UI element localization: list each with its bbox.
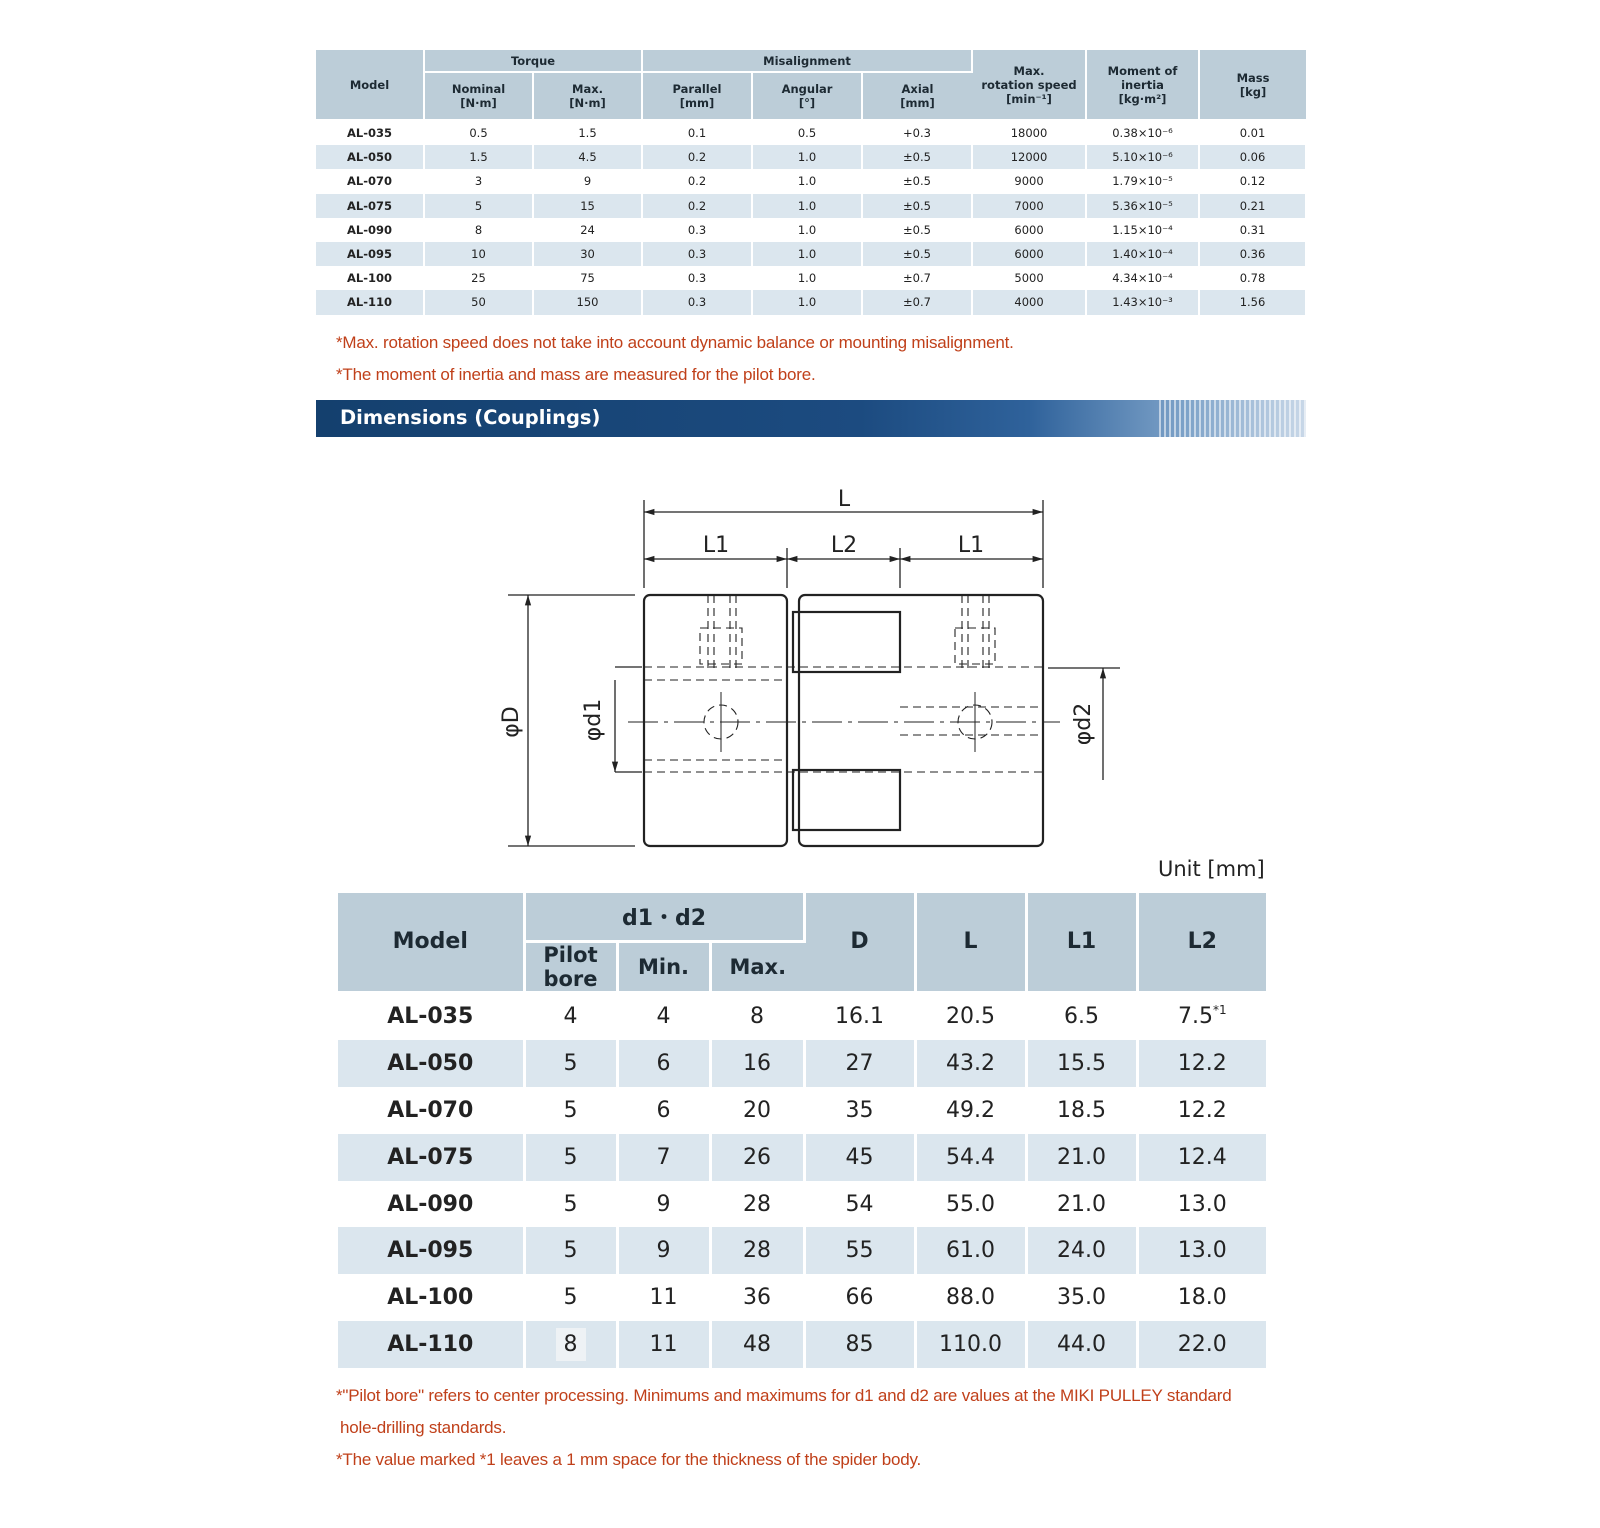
label-L1-left: L1 xyxy=(702,533,730,558)
spec-cell: 1.79×10⁻⁵ xyxy=(1086,169,1199,193)
header-parallel: Parallel [mm] xyxy=(642,72,752,120)
dims-row xyxy=(338,1181,1266,1228)
dims-cell: 22.0 xyxy=(1137,1321,1266,1368)
spec-cell: ±0.5 xyxy=(862,218,972,242)
spec-cell: 5 xyxy=(424,194,533,218)
dims-cell: 9 xyxy=(617,1227,710,1274)
dims-cell: 11 xyxy=(617,1274,710,1321)
dims-cell: 55 xyxy=(804,1227,915,1274)
dims-cell-value: 7.5 xyxy=(1177,1004,1213,1030)
spec-cell: 5000 xyxy=(972,266,1086,290)
spec-cell: 8 xyxy=(424,218,533,242)
dims-cell: 18.0 xyxy=(1177,1285,1227,1311)
spec-cell: 1.0 xyxy=(752,194,862,218)
spec-cell: 0.78 xyxy=(1199,266,1306,290)
footnote-mark: *1 xyxy=(1212,1003,1227,1018)
dims-cell: 35.0 xyxy=(1026,1274,1137,1321)
spec-row xyxy=(316,290,1306,314)
spec-cell: ±0.5 xyxy=(862,145,972,169)
dims-cell: 15.5 xyxy=(1026,1040,1137,1087)
spec-row xyxy=(316,242,1306,266)
spec-cell: 0.3 xyxy=(642,218,752,242)
banner-stripes xyxy=(1156,400,1306,437)
spec-cell: 3 xyxy=(424,169,533,193)
dims-row xyxy=(338,992,1266,1040)
spec-row xyxy=(316,120,1306,145)
spec-cell: 9 xyxy=(533,169,642,193)
spec-cell: 25 xyxy=(424,266,533,290)
dims-row xyxy=(338,1134,1266,1181)
spec-cell: 5.36×10⁻⁵ xyxy=(1086,194,1199,218)
label-d2: φd2 xyxy=(1071,702,1096,746)
left-hub xyxy=(644,595,787,846)
dims-cell: 5 xyxy=(524,1087,617,1134)
spec-row xyxy=(316,194,1306,218)
spec-cell: ±0.5 xyxy=(862,194,972,218)
header-inertia: Moment of inertia [kg·m²] xyxy=(1086,50,1199,120)
spec-cell: 12000 xyxy=(972,145,1086,169)
spec-cell-model: AL-095 xyxy=(316,242,424,266)
spec-cell: 0.06 xyxy=(1199,145,1306,169)
spec-cell: 50 xyxy=(424,290,533,314)
dimensions-table-body xyxy=(338,992,1266,1368)
spec-cell: 75 xyxy=(533,266,642,290)
note-pilot-bore-cont: hole-drilling standards. xyxy=(340,1418,507,1437)
dims-cell: 12.2 xyxy=(1137,1040,1266,1087)
header-angular: Angular [°] xyxy=(752,72,862,120)
right-hub xyxy=(799,595,1043,846)
dims-cell: 4 xyxy=(524,992,617,1040)
note-spider: *The value marked *1 leaves a 1 mm space for the thickness of the spider body. xyxy=(336,1450,922,1469)
spec-cell: 10 xyxy=(424,242,533,266)
dims-header-d1d2: d1・d2 xyxy=(524,893,804,941)
spec-cell: 0.1 xyxy=(642,120,752,145)
spec-cell: 1.0 xyxy=(752,242,862,266)
spec-cell: +0.3 xyxy=(862,120,972,145)
header-misalignment: Misalignment xyxy=(642,50,972,72)
spec-cell-model: AL-100 xyxy=(316,266,424,290)
dims-cell: 13.0 xyxy=(1137,1227,1266,1274)
dims-cell: 26 xyxy=(710,1134,804,1181)
spec-cell: 1.40×10⁻⁴ xyxy=(1086,242,1199,266)
dims-cell: 49.2 xyxy=(915,1087,1026,1134)
dims-cell: 28 xyxy=(710,1181,804,1228)
spec-cell: 4.5 xyxy=(533,145,642,169)
dims-header-L1: L1 xyxy=(1026,893,1137,992)
spec-cell: 5.10×10⁻⁶ xyxy=(1086,145,1199,169)
dims-cell: 12.2 xyxy=(1177,1097,1227,1123)
dims-header-model: Model xyxy=(338,893,524,992)
spec-cell: 1.0 xyxy=(752,266,862,290)
unit-label: Unit [mm] xyxy=(1158,857,1265,881)
spec-cell: 0.5 xyxy=(752,120,862,145)
dims-header-pilot: Pilot bore xyxy=(524,941,617,992)
spec-row xyxy=(316,218,1306,242)
spec-cell: ±0.7 xyxy=(862,266,972,290)
spec-cell: 7000 xyxy=(972,194,1086,218)
dims-cell: 20.5 xyxy=(915,992,1026,1040)
spec-cell: 1.43×10⁻³ xyxy=(1086,290,1199,314)
spec-cell: 0.12 xyxy=(1199,169,1306,193)
dims-header-min: Min. xyxy=(617,941,710,992)
dims-cell-model: AL-035 xyxy=(338,992,524,1040)
dims-cell xyxy=(524,1321,617,1368)
jaw-upper xyxy=(793,612,900,672)
spec-cell: 0.31 xyxy=(1199,218,1306,242)
dims-cell-model: AL-070 xyxy=(338,1087,524,1134)
spec-cell: 0.3 xyxy=(642,266,752,290)
section-title: Dimensions (Couplings) xyxy=(340,406,601,429)
dims-cell: 18.5 xyxy=(1026,1087,1137,1134)
dims-row xyxy=(338,1227,1266,1274)
dims-cell-model: AL-090 xyxy=(338,1181,524,1228)
coupling-dimension-drawing xyxy=(480,470,1140,850)
dims-cell: 55.0 xyxy=(915,1181,1026,1228)
dims-cell: 24.0 xyxy=(1026,1227,1137,1274)
header-nominal: Nominal [N·m] xyxy=(424,72,533,120)
spec-cell: 4.34×10⁻⁴ xyxy=(1086,266,1199,290)
header-axial: Axial [mm] xyxy=(862,72,972,120)
dims-cell: 35 xyxy=(804,1087,915,1134)
dims-cell: 66 xyxy=(804,1274,915,1321)
dims-cell: 48 xyxy=(710,1321,804,1368)
dims-cell: 11 xyxy=(617,1321,710,1368)
header-torque: Torque xyxy=(424,50,642,72)
spec-cell: 6000 xyxy=(972,242,1086,266)
dims-cell: 88.0 xyxy=(915,1274,1026,1321)
spec-cell: 0.3 xyxy=(642,290,752,314)
note-inertia: *The moment of inertia and mass are measured for the pilot bore. xyxy=(336,365,816,384)
dims-cell: 21.0 xyxy=(1026,1134,1137,1181)
dims-cell: 61.0 xyxy=(915,1227,1026,1274)
spec-row xyxy=(316,145,1306,169)
dims-cell-model: AL-095 xyxy=(338,1227,524,1274)
dims-cell: 16 xyxy=(710,1040,804,1087)
dims-header-D: D xyxy=(804,893,915,992)
dims-cell: 110.0 xyxy=(915,1321,1026,1368)
header-mass: Mass [kg] xyxy=(1199,50,1306,120)
dims-cell: 5 xyxy=(524,1181,617,1228)
dims-cell: 6 xyxy=(617,1040,710,1087)
header-max-speed: Max. rotation speed [min⁻¹] xyxy=(972,50,1086,120)
note-speed: *Max. rotation speed does not take into account dynamic balance or mounting misalignment. xyxy=(336,333,1014,352)
dims-header-max: Max. xyxy=(710,941,804,992)
dims-cell: 6.5 xyxy=(1026,992,1137,1040)
dims-cell: 28 xyxy=(710,1227,804,1274)
spec-cell: 1.56 xyxy=(1199,290,1306,314)
dims-cell-model: AL-100 xyxy=(338,1274,524,1321)
dims-cell: 36 xyxy=(710,1274,804,1321)
dims-cell: 8 xyxy=(710,992,804,1040)
dims-cell xyxy=(1137,992,1266,1040)
dims-cell: 43.2 xyxy=(915,1040,1026,1087)
dims-cell: 6 xyxy=(617,1087,710,1134)
dims-header-L2: L2 xyxy=(1137,893,1266,992)
dims-row xyxy=(338,1321,1266,1368)
header-model: Model xyxy=(316,50,424,120)
spec-cell: 0.2 xyxy=(642,145,752,169)
spec-cell: 0.3 xyxy=(642,242,752,266)
dims-cell: 5 xyxy=(524,1274,617,1321)
label-L: L xyxy=(837,487,851,512)
dims-cell: 21.0 xyxy=(1026,1181,1137,1228)
spec-cell-model: AL-070 xyxy=(316,169,424,193)
spec-cell: 1.5 xyxy=(533,120,642,145)
dims-cell: 16.1 xyxy=(804,992,915,1040)
spec-cell: 0.5 xyxy=(424,120,533,145)
label-L1-right: L1 xyxy=(957,533,985,558)
dims-row xyxy=(338,1040,1266,1087)
spec-cell: 1.5 xyxy=(424,145,533,169)
dims-cell: 27 xyxy=(804,1040,915,1087)
spec-cell: 1.0 xyxy=(752,218,862,242)
header-torque-max: Max. [N·m] xyxy=(533,72,642,120)
jaw-lower xyxy=(793,770,900,830)
spec-cell: 1.0 xyxy=(752,169,862,193)
label-L2: L2 xyxy=(830,533,858,558)
spec-cell-model: AL-035 xyxy=(316,120,424,145)
spec-cell: 18000 xyxy=(972,120,1086,145)
spec-cell-model: AL-110 xyxy=(316,290,424,314)
spec-row xyxy=(316,266,1306,290)
dims-cell: 5 xyxy=(524,1040,617,1087)
label-d1: φd1 xyxy=(581,698,606,742)
dims-cell: 85 xyxy=(804,1321,915,1368)
dims-row xyxy=(338,1087,1266,1134)
dims-cell: 45 xyxy=(804,1134,915,1181)
spec-table xyxy=(316,50,1307,315)
dims-cell: 20 xyxy=(710,1087,804,1134)
dims-cell: 5 xyxy=(524,1134,617,1181)
note-pilot-bore: *"Pilot bore" refers to center processing. Minimums and maximums for d1 and d2 are values at the MIKI PULLEY standard xyxy=(336,1386,1232,1405)
spec-cell: 24 xyxy=(533,218,642,242)
dims-cell: 4 xyxy=(617,992,710,1040)
dims-cell: 54.4 xyxy=(915,1134,1026,1181)
dims-cell: 7 xyxy=(617,1134,710,1181)
spec-cell: ±0.5 xyxy=(862,242,972,266)
spec-cell: ±0.5 xyxy=(862,169,972,193)
spec-cell: 1.0 xyxy=(752,145,862,169)
spec-cell: 150 xyxy=(533,290,642,314)
spec-table-body xyxy=(316,120,1306,315)
spec-cell: 6000 xyxy=(972,218,1086,242)
section-banner xyxy=(316,400,1306,437)
dims-cell: 12.4 xyxy=(1137,1134,1266,1181)
spec-cell: 0.01 xyxy=(1199,120,1306,145)
spec-cell-model: AL-075 xyxy=(316,194,424,218)
spec-cell: 30 xyxy=(533,242,642,266)
dims-cell: 9 xyxy=(617,1181,710,1228)
dims-row xyxy=(338,1274,1266,1321)
hidden-lines xyxy=(644,595,1043,772)
dims-cell: 13.0 xyxy=(1177,1191,1227,1217)
spec-cell: ±0.7 xyxy=(862,290,972,314)
dims-cell: 44.0 xyxy=(1026,1321,1137,1368)
spec-cell-model: AL-090 xyxy=(316,218,424,242)
spec-cell-model: AL-050 xyxy=(316,145,424,169)
dims-cell-model: AL-075 xyxy=(338,1134,524,1181)
spec-cell: 0.36 xyxy=(1199,242,1306,266)
dims-cell: 5 xyxy=(524,1227,617,1274)
dims-cell-model: AL-110 xyxy=(338,1321,524,1368)
spec-cell: 0.2 xyxy=(642,169,752,193)
spec-cell: 1.0 xyxy=(752,290,862,314)
spec-cell: 0.38×10⁻⁶ xyxy=(1086,120,1199,145)
spec-cell: 1.15×10⁻⁴ xyxy=(1086,218,1199,242)
spec-row xyxy=(316,169,1306,193)
dims-header-L: L xyxy=(915,893,1026,992)
dimensions-table xyxy=(338,893,1266,1368)
dims-cell: 54 xyxy=(804,1181,915,1228)
spec-cell: 4000 xyxy=(972,290,1086,314)
spec-cell: 0.2 xyxy=(642,194,752,218)
label-D: φD xyxy=(499,706,524,738)
dims-cell-model: AL-050 xyxy=(338,1040,524,1087)
spec-cell: 15 xyxy=(533,194,642,218)
spec-cell: 9000 xyxy=(972,169,1086,193)
spec-cell: 0.21 xyxy=(1199,194,1306,218)
dims-cell-value: 8 xyxy=(556,1328,586,1361)
